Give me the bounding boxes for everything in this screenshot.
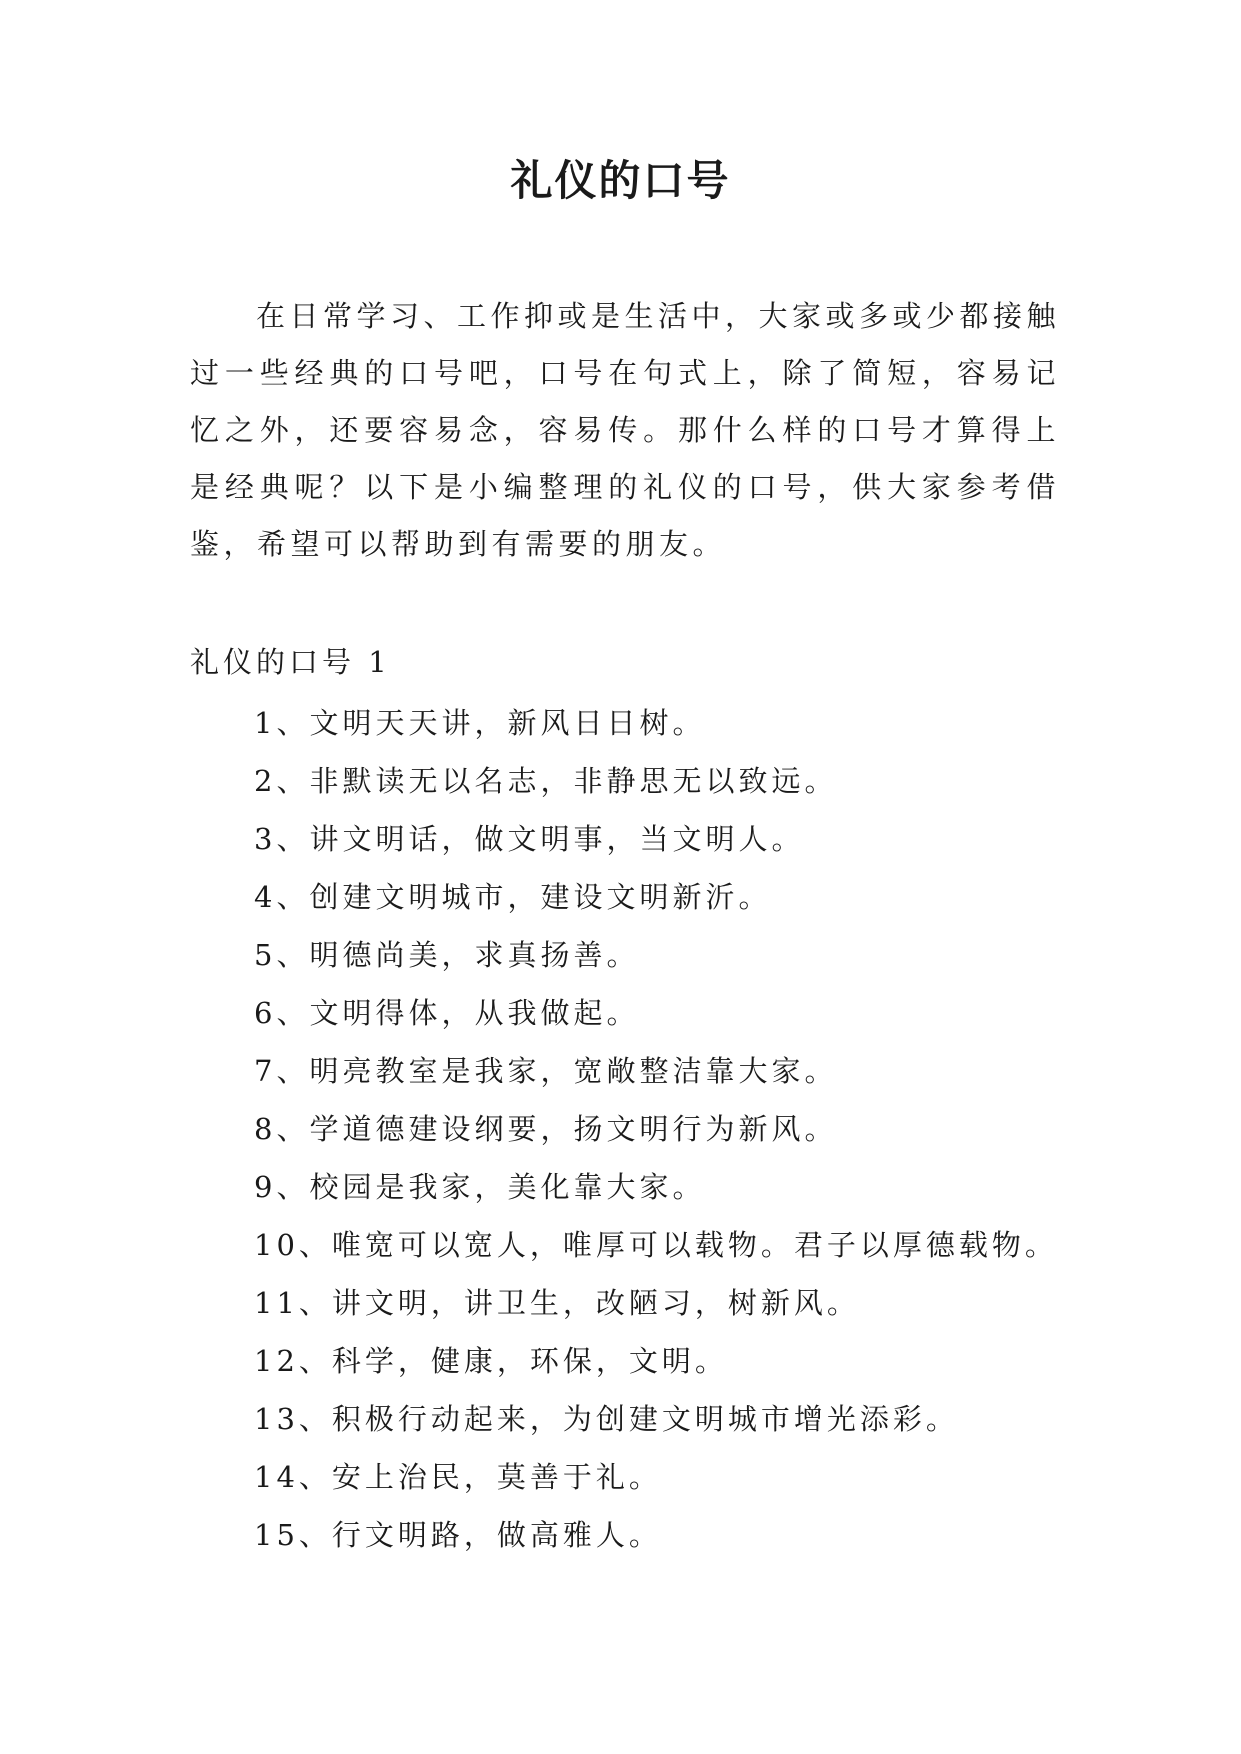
slogan-item: 4、创建文明城市，建设文明新沂。 <box>254 880 772 914</box>
slogan-item: 14、安上治民，莫善于礼。 <box>254 1460 662 1494</box>
slogan-item: 2、非默读无以名志，非静思无以致远。 <box>254 764 838 798</box>
slogan-item: 15、行文明路，做高雅人。 <box>254 1518 662 1552</box>
intro-paragraph: 在日常学习、工作抑或是生活中，大家或多或少都接触过一些经典的口号吧，口号在句式上，除了简短，容易记忆之外，还要容易念，容易传。那什么样的口号才算得上是经典呢？以下是小编整理的礼仪的口号，供大家参考借鉴，希望可以帮助到有需要的朋友。 <box>190 299 1061 561</box>
slogan-item: 1、文明天天讲，新风日日树。 <box>254 706 706 740</box>
slogan-item: 9、校园是我家，美化靠大家。 <box>254 1170 706 1204</box>
slogan-item: 11、讲文明，讲卫生，改陋习，树新风。 <box>254 1286 860 1320</box>
slogan-item: 13、积极行动起来，为创建文明城市增光添彩。 <box>254 1402 959 1436</box>
slogan-item: 6、文明得体，从我做起。 <box>254 996 640 1030</box>
slogan-item: 5、明德尚美，求真扬善。 <box>254 938 640 972</box>
slogan-item: 3、讲文明话，做文明事，当文明人。 <box>254 822 805 856</box>
document-title: 礼仪的口号 <box>510 156 731 205</box>
slogan-item: 8、学道德建设纲要，扬文明行为新风。 <box>254 1112 838 1146</box>
slogan-item: 10、唯宽可以宽人，唯厚可以载物。君子以厚德载物。 <box>254 1228 1058 1262</box>
slogan-list <box>254 694 1058 1564</box>
slogan-item: 12、科学，健康，环保，文明。 <box>254 1344 728 1378</box>
section-heading: 礼仪的口号 1 <box>190 645 391 679</box>
slogan-item: 7、明亮教室是我家，宽敞整洁靠大家。 <box>254 1054 838 1088</box>
